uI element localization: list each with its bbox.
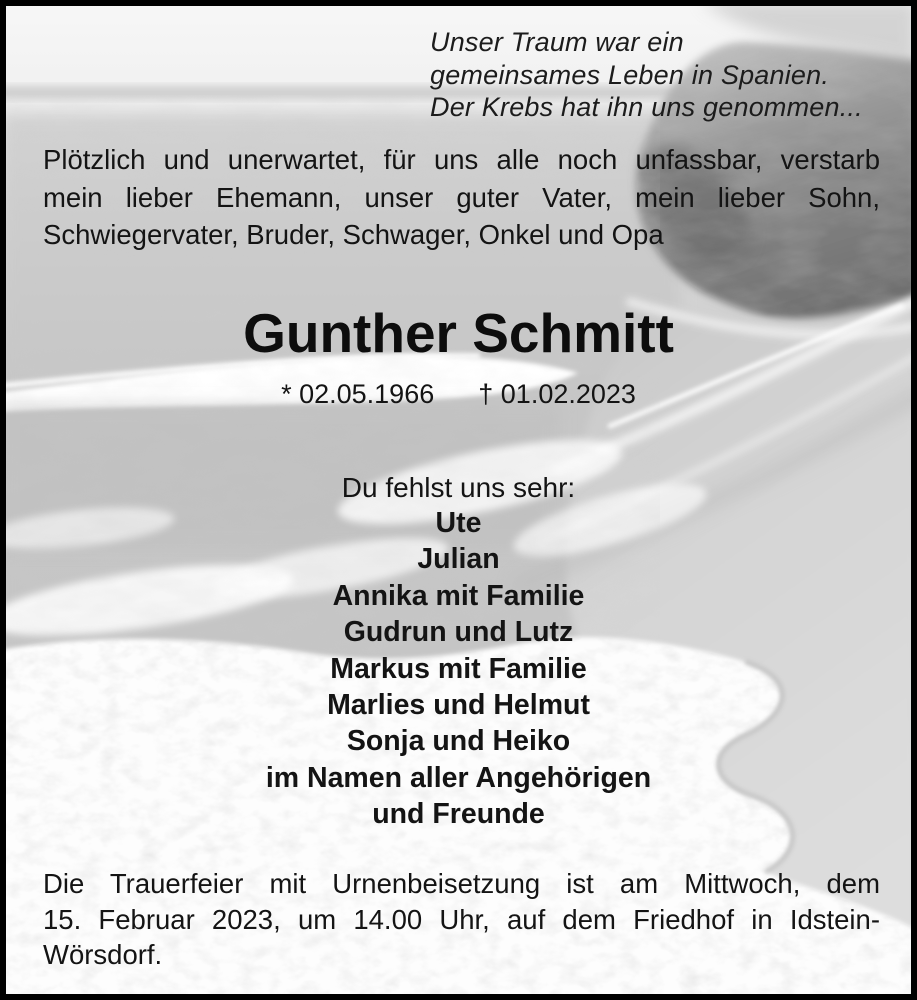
funeral-details xyxy=(43,866,880,973)
funeral-line: Die Trauerfeier mit Urnenbeisetzung ist am Mittwoch, dem xyxy=(43,868,880,899)
epigraph-line: gemeinsames Leben in Spanien. xyxy=(430,59,830,90)
intro-line: Schwiegervater, Bruder, Schwager, Onkel und Opa xyxy=(43,219,664,250)
death-date-group xyxy=(478,379,636,409)
deceased-name: Gunther Schmitt xyxy=(243,302,674,364)
life-dates xyxy=(0,379,917,409)
death-date: 01.02.2023 xyxy=(500,379,636,409)
mourner-line: Marlies und Helmut xyxy=(327,689,590,722)
mourners-list xyxy=(0,505,917,833)
funeral-line: Wörsdorf. xyxy=(43,939,163,970)
mourner-line: Markus mit Familie xyxy=(330,652,587,685)
mourner-line: im Namen aller Angehörigen xyxy=(265,761,652,794)
funeral-line: 15. Februar 2023, um 14.00 Uhr, auf dem Friedhof in Idstein- xyxy=(43,903,880,935)
mourner-line: Sonja und Heiko xyxy=(346,725,571,758)
mourner-line: Gudrun und Lutz xyxy=(343,616,574,649)
birth-date: 02.05.1966 xyxy=(299,379,435,409)
epigraph-line: Unser Traum war ein xyxy=(430,27,684,57)
mourner-line: und Freunde xyxy=(372,798,545,831)
mourner-line: Annika mit Familie xyxy=(332,579,585,612)
born-symbol: * xyxy=(281,379,292,409)
intro-paragraph xyxy=(43,141,880,254)
epigraph xyxy=(430,26,863,124)
mourner-line: Julian xyxy=(417,543,500,576)
mourner-line: Ute xyxy=(435,507,482,539)
intro-line: mein lieber Ehemann, unser guter Vater, mein lieber Sohn, xyxy=(43,181,880,213)
birth-date-group xyxy=(281,379,434,409)
intro-line: Plötzlich und unerwartet, für uns alle noch unfassbar, verstarb xyxy=(43,144,880,175)
died-cross-symbol: † xyxy=(478,379,494,409)
epigraph-line: Der Krebs hat ihn uns genommen... xyxy=(430,92,863,122)
farewell-heading: Du fehlst uns sehr: xyxy=(341,472,576,503)
